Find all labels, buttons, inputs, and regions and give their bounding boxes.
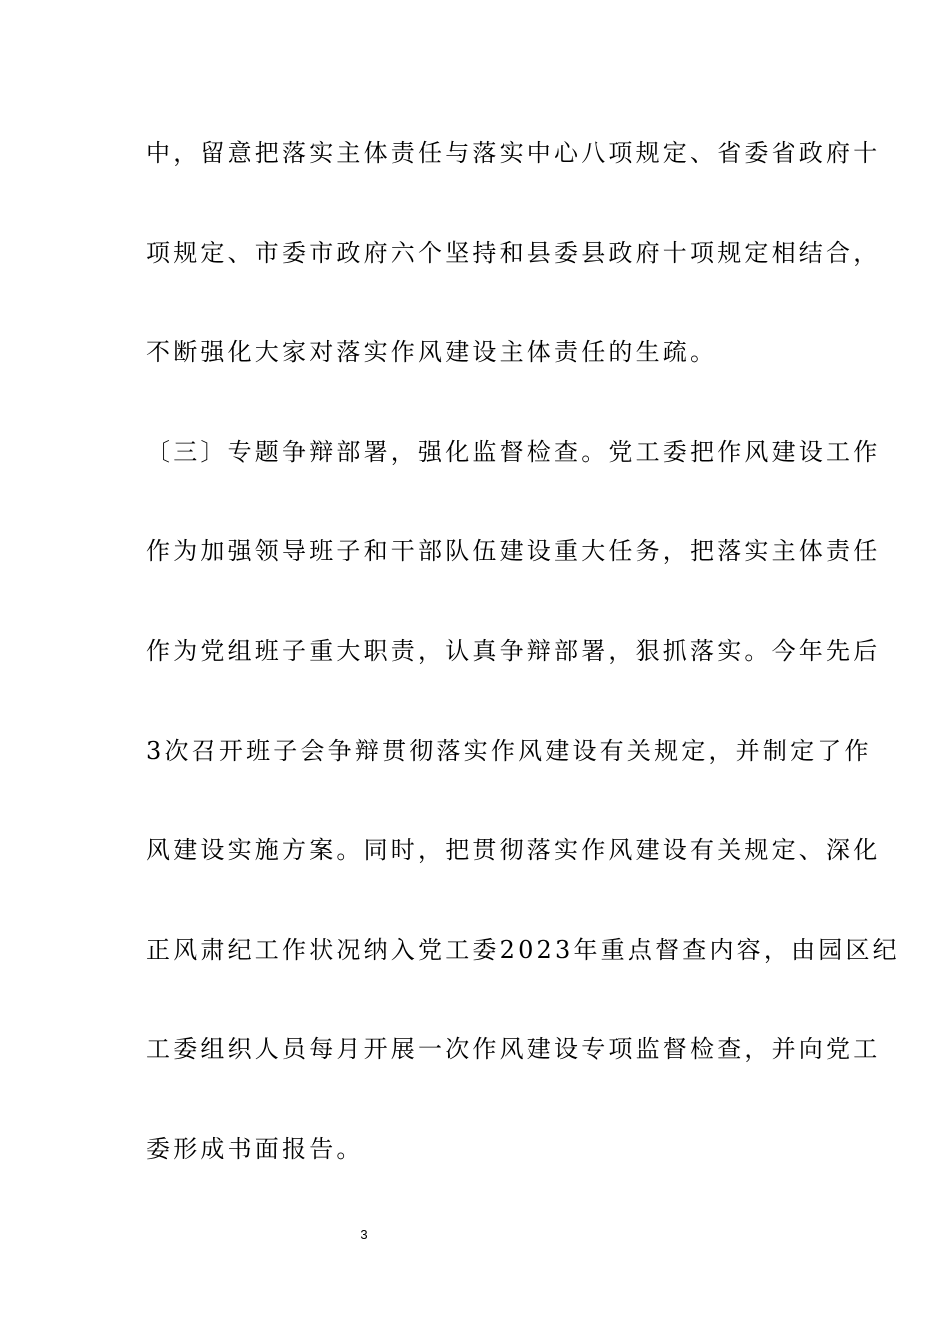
text-line: 作为加强领导班子和干部队伍建设重大任务，把落实主体责任 [146, 537, 881, 566]
text-line: 3次召开班子会争辩贯彻落实作风建设有关规定，并制定了作 [146, 736, 872, 765]
text-line: 工委组织人员每月开展一次作风建设专项监督检查，并向党工 [146, 1035, 881, 1064]
section-heading-line: 〔三〕专题争辩部署，强化监督检查。党工委把作风建设工作 [146, 437, 881, 466]
text-line: 不断强化大家对落实作风建设主体责任的生疏。 [146, 338, 718, 367]
page-number: 3 [360, 1227, 368, 1242]
text-line: 风建设实施方案。同时，把贯彻落实作风建设有关规定、深化 [146, 836, 881, 865]
text-line: 委形成书面报告。 [146, 1134, 364, 1163]
text-line: 项规定、市委市政府六个坚持和县委县政府十项规定相结合， [146, 238, 881, 267]
body-text [146, 126, 900, 1222]
text-line: 中，留意把落实主体责任与落实中心八项规定、省委省政府十 [146, 139, 881, 167]
text-line: 正风肃纪工作状况纳入党工委2023年重点督查内容，由园区纪 [146, 935, 900, 964]
text-line: 作为党组班子重大职责，认真争辩部署，狠抓落实。今年先后 [146, 636, 881, 665]
